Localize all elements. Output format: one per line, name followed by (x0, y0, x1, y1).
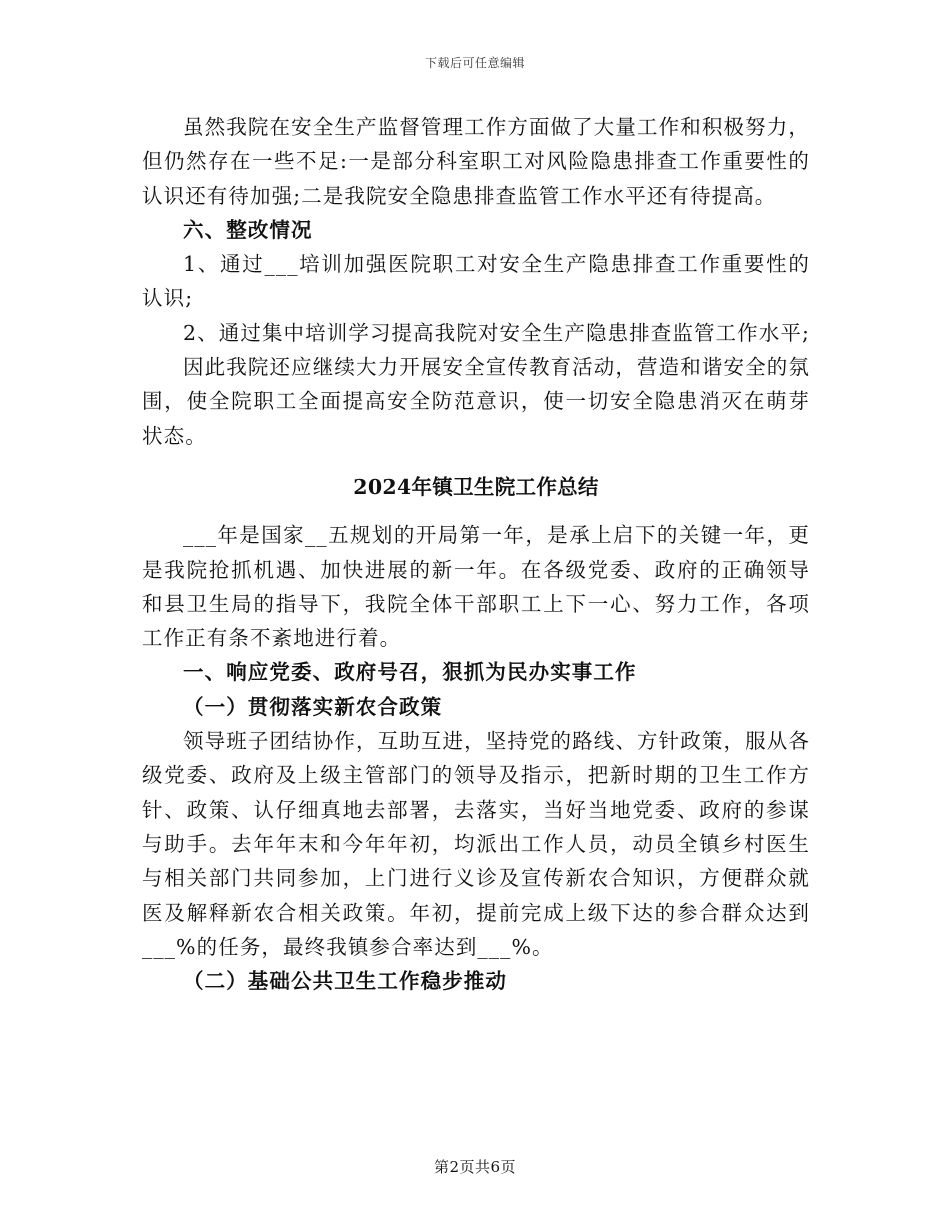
heading-rectification: 六、整改情况 (183, 217, 313, 242)
document-title: 2024年镇卫生院工作总结 (353, 474, 599, 499)
heading-section-1: 一、响应党委、政府号召，狠抓为民办实事工作 (183, 660, 637, 685)
page-footer: 第2页共6页 (433, 1158, 517, 1176)
paragraph-shortfall: 虽然我院在安全生产监督管理工作方面做了大量工作和积极努力，但仍然存在一些不足:一是部分科室职工对风险隐患排查工作重要性的认识还有待加强;二是我院安全隐患排查监管工作水平还有待提高。 (142, 115, 810, 208)
subheading-2: （二）基础公共卫生工作稳步推动 (183, 969, 507, 994)
page-content (142, 110, 810, 998)
paragraph-conclusion: 因此我院还应继续大力开展安全宣传教育活动，营造和谐安全的氛围，使全院职工全面提高安全防范意识，使一切安全隐患消灭在萌芽状态。 (142, 355, 810, 448)
page-header: 下载后可任意编辑 (424, 56, 525, 70)
paragraph-intro: ___年是国家__五规划的开局第一年，是承上启下的关键一年，更是我院抢抓机遇、加快进展的新一年。在各级党委、政府的正确领导和县卫生局的指导下，我院全体干部职工上下一心、努力工作，各项工作正有条不紊地进行着。 (142, 523, 810, 651)
subheading-1: （一）贯彻落实新农合政策 (183, 694, 443, 719)
paragraph-1: 领导班子团结协作，互助互进，坚持党的路线、方针政策，服从各级党委、政府及上级主管部门的领导及指示，把新时期的卫生工作方针、政策、认仔细真地去部署，去落实，当好当地党委、政府的参谋与助手。去年年末和今年年初，均派出工作人员，动员全镇乡村医生与相关部门共同参加，上门进行义诊及宣传新农合知识，方便群众就医及解释新农合相关政策。年初，提前完成上级下达的参合群众达到___%的任务，最终我镇参合率达到___%。 (142, 729, 810, 959)
rectification-item-2: 2、通过集中培训学习提高我院对安全生产隐患排查监管工作水平; (183, 320, 810, 345)
rectification-item-1: 1、通过___培训加强医院职工对安全生产隐患排查工作重要性的认识; (142, 252, 810, 311)
